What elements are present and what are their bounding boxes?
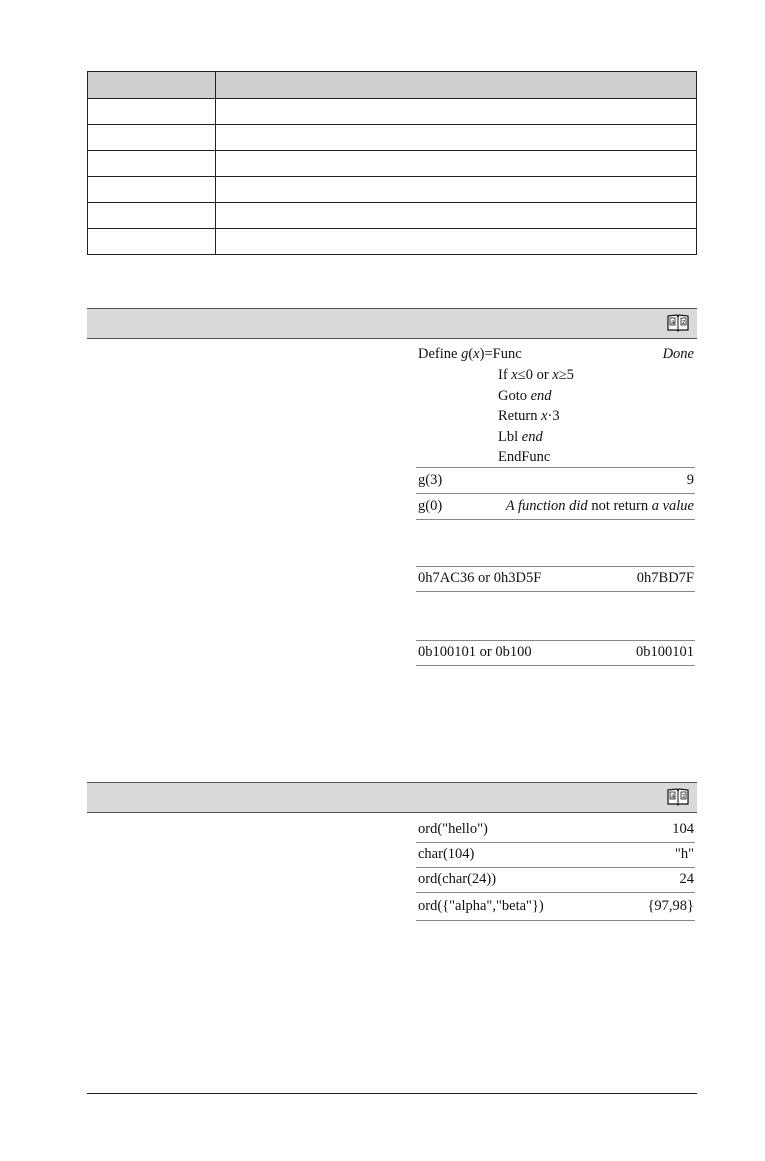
section-header-bar (87, 782, 697, 813)
example-row: ord({"alpha","beta"}) {97,98} (416, 893, 695, 921)
define-row: Define g(x)=Func Done If x≤0 or x≥5 Goto end Return x·3 Lbl end EndFunc (416, 343, 695, 468)
footer-rule (87, 1093, 697, 1094)
example-row-bin: 0b100101 or 0b100 0b100101 (416, 641, 695, 666)
example-hex-block (416, 566, 695, 592)
table-row (88, 99, 697, 125)
section-header-bar (87, 308, 697, 339)
book-icon (667, 788, 689, 806)
example-row: ord("hello") 104 (416, 818, 695, 843)
svg-text:a: a (671, 793, 675, 800)
code-line-goto: Goto end (498, 388, 552, 404)
code-line-if: If x≤0 or x≥5 (498, 367, 574, 383)
svg-text:z: z (682, 793, 686, 800)
table-row (88, 125, 697, 151)
table-row (88, 151, 697, 177)
svg-text:z: z (682, 319, 686, 326)
svg-text:a: a (671, 319, 675, 326)
code-line-endfunc: EndFunc (498, 449, 551, 465)
example-row: char(104) "h" (416, 843, 695, 868)
table-header-row (88, 72, 697, 99)
example-ord-block (416, 818, 695, 921)
example-bin-block (416, 640, 695, 666)
example-row-g3: g(3) 9 (416, 468, 695, 494)
reference-table (87, 71, 697, 255)
example-row: ord(char(24)) 24 (416, 868, 695, 893)
book-icon (667, 314, 689, 332)
define-keyword: Define (418, 346, 462, 362)
table-row (88, 229, 697, 255)
example-define-block (416, 343, 695, 520)
example-row-hex: 0h7AC36 or 0h3D5F 0h7BD7F (416, 567, 695, 592)
define-result: Done (662, 346, 694, 362)
table-row (88, 177, 697, 203)
code-line-return: Return x·3 (498, 408, 560, 424)
code-line-lbl: Lbl end (498, 429, 543, 445)
table-row (88, 203, 697, 229)
example-row-g0: g(0) A function did not return a value (416, 494, 695, 520)
